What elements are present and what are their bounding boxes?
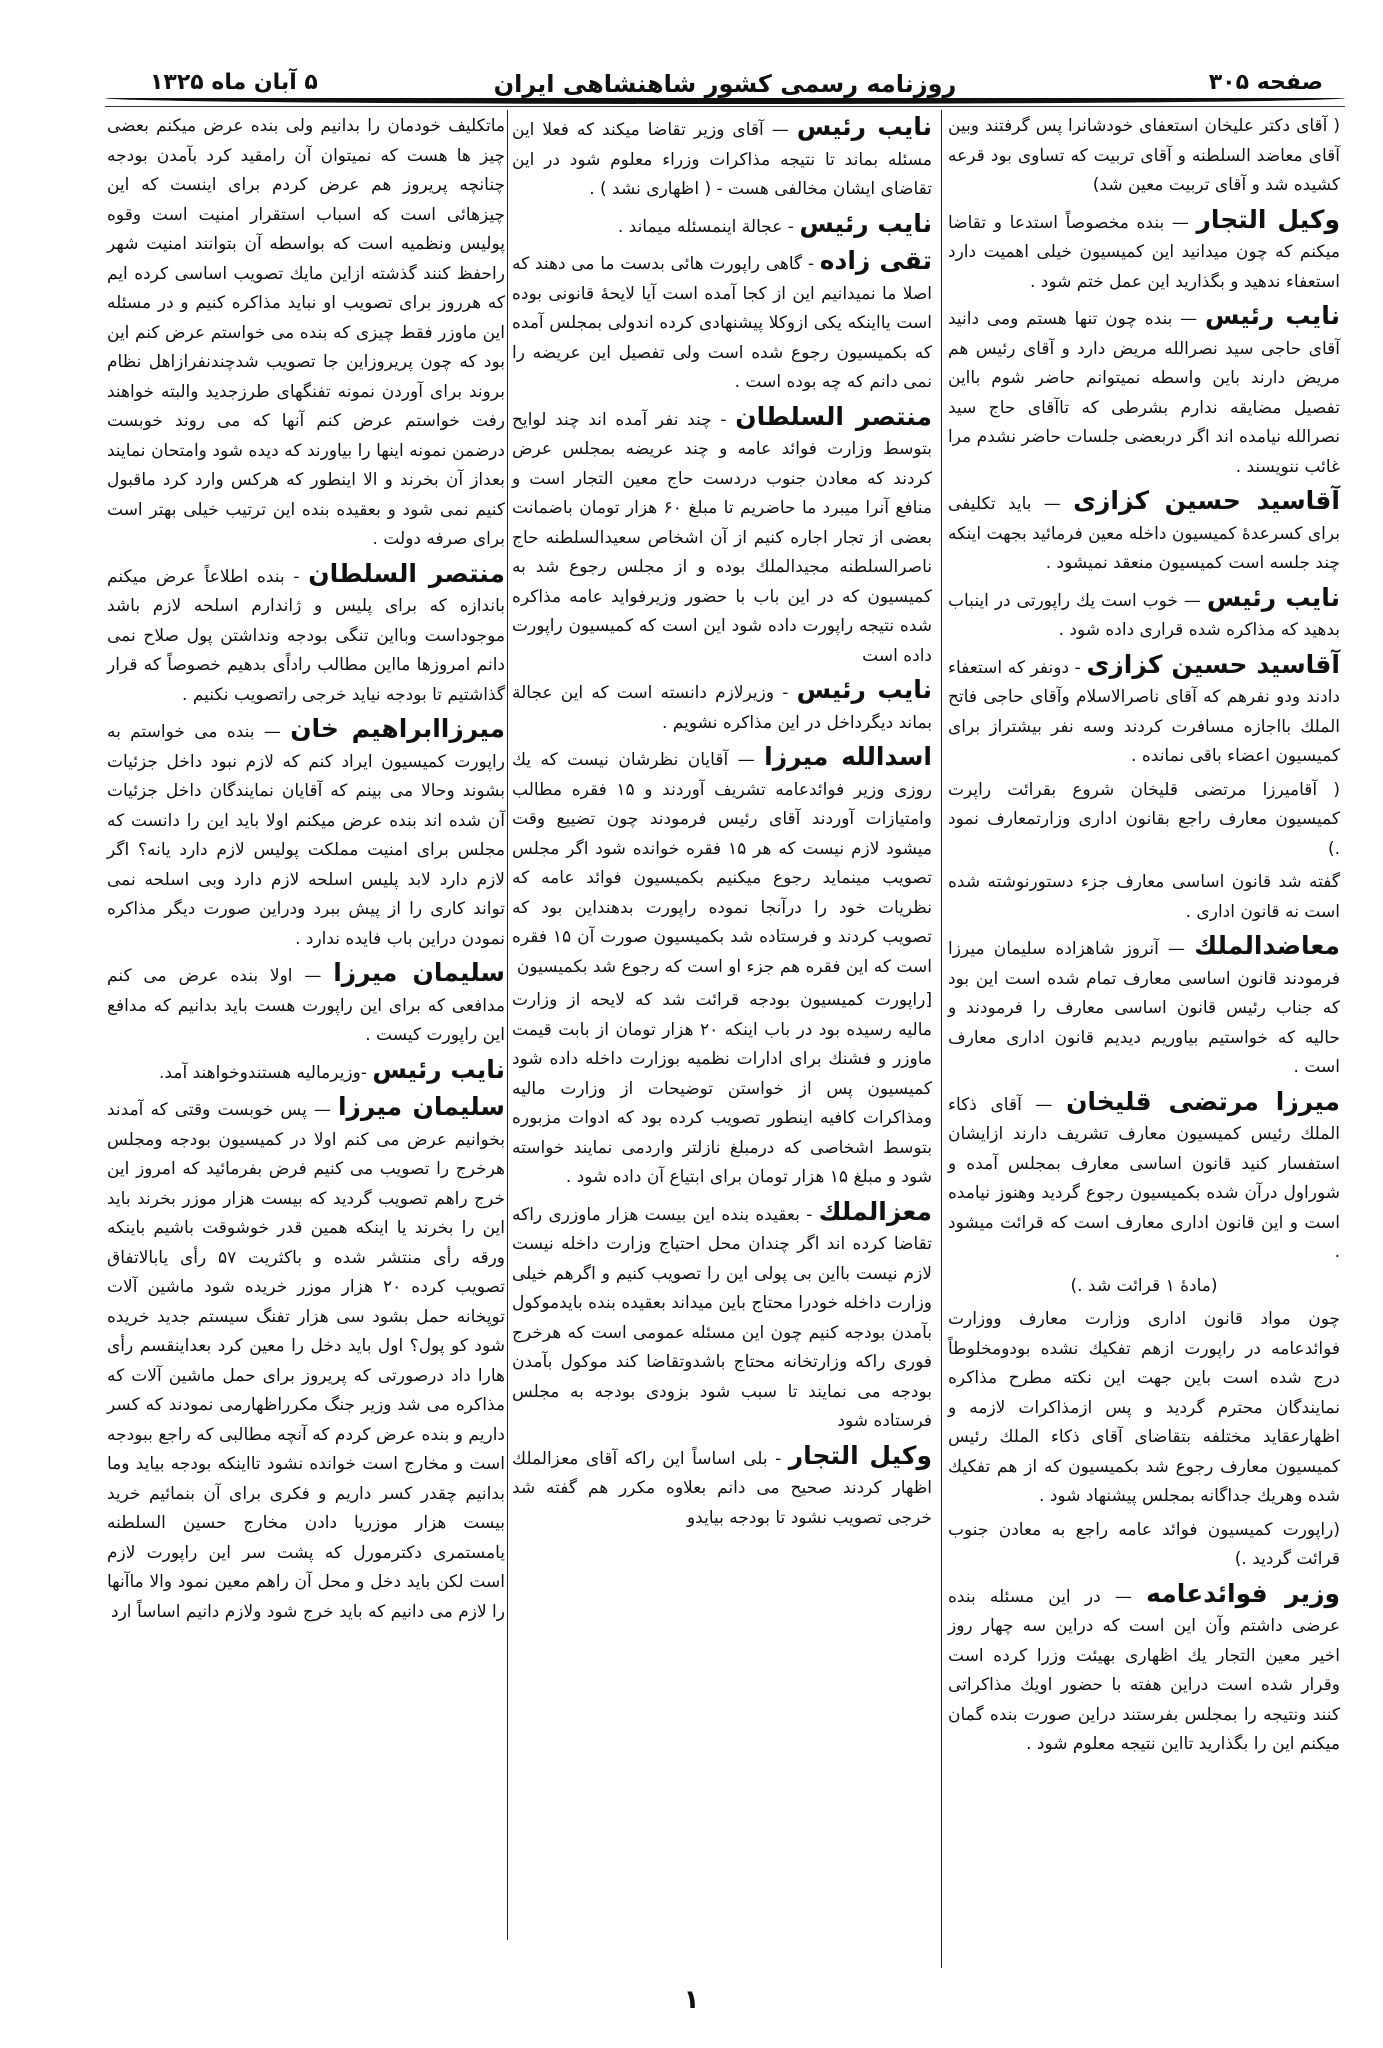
paragraph-text: — بنده می خواستم به راپورت کمیسیون ایراد کنم که لازم نبود داخل جزئیات بشوند وحالا می بینم که آقایان نمایندگان داخل جزئیات آن شده اند بنده عرض میکنم اولا باید این را دانست که مجلس برای امنیت مملکت پولیس لازم دارد یانه؟ اگر لازم دارد لابد پلیس اسلحه لازم دارد وبی اسلحه نمی تواند کاری را از پیش ببرد ودراین صورت دیگر مذاکره نمودن دراین باب فایده ندارد . [107,722,505,949]
speech-paragraph [948,301,1340,482]
speech-paragraph [107,714,505,954]
speech-paragraph [948,650,1340,772]
speech-paragraph [512,246,932,398]
narrative-paragraph [107,112,505,555]
speaker-name: وکیل التجار [788,1440,932,1470]
speech-paragraph [512,742,932,982]
paragraph-text: — باید تکلیفی برای کسرعدهٔ کمیسیون داخله معین فرمائید بجهت اینکه چند جلسه است کمیسیون منعقد نمیشود . [947,494,1340,573]
speaker-name: نایب رئیس [799,208,932,238]
paragraph-text: (راپورت کمیسیون فوائد عامه راجع به معادن جنوب قرائت گردید .) [948,1519,1340,1569]
speaker-name: نایب رئیس [1206,582,1340,612]
narrative-paragraph [512,986,932,1193]
paragraph-text: ( آقامیرزا مرتضی قلیخان شروع بقرائت راپرت کمیسیون معارف راجع بقانون اداری وزارتمعارف نمود .) [948,779,1340,859]
paragraph-text: - بلی اساساً این راکه آقای معزالملك اظهار کردند صحیح می دانم بعلاوه مکرر هم گفته شد خرجی تصویب نشود تا بودجه بیایدو [512,1448,932,1528]
speech-paragraph [512,1441,932,1534]
newspaper-title: روزنامه رسمی کشور شاهنشاهی ایران [493,70,957,98]
speaker-name: نایب رئیس [796,112,932,141]
paragraph-text: — آنروز شاهزاده سلیمان میرزا فرمودند قانون اساسی معارف تمام شده است این بود که جناب رئیس قانون اساسی معارف را فرمودند و حالیه که خواستیم بیاوریم دیدیم قانون اداری معارف است . [948,939,1340,1077]
narrative-paragraph [948,776,1340,865]
speaker-name: میرزا مرتضی قلیخان [1066,1086,1340,1116]
paragraph-text: — پس خوبست وقتی که آمدند بخوانیم عرض می کنم اولا در کمیسیون بودجه ومجلس هرخرج را تصویب می کنیم فرض بفرمائید که امروز این خرج راهم تصویب گردید که بیست هزار موزر بخرند باید این را بخرند یا اینکه همین قدر خوشوقت باشیم باینکه ورقه رأی منتشر شده و باکثریت ۵۷ رأی یابالاتفاق تصویب کرده ۲۰ هزار موزر خریده شود ماشین آلات توپخانه حمل بشود سی هزار تفنگ سیستم جدید خریده شود کو پول؟ اول باید دخل را معین کرد بعداینقسم رأی هارا داد درصورتی که پریروز برای حمل ماشین آلات که مذاکره می شد وزیر جنگ مکرراظهارمی نمودند که کسر داریم و بنده عرض کردم که آنچه مطالبی که راجع ببودجه است و مخارج است خوانده نشود تااینکه بودجه بیاید وما بدانیم چقدر کسر داریم و فکری برای آن بنمائیم خرید بیست هزار موزریا دادن مخارج حسین السلطنه یامستمری دکترمورل که پشت سر این راپورت لازم است لکن باید دخل و محل آن راهم معین نمود والا ماآنها را لازم می دانیم که باید خرج شود ولازم دانیم اساساً ارد [107,1100,505,1622]
speech-paragraph [948,1087,1340,1268]
speech-paragraph [512,209,932,243]
paragraph-text: — آقایان نظرشان نیست که یك روزی وزیر فوائدعامه تشریف آوردند و ۱۵ فقره مطالب وامتیازات آوردند آقای رئیس فرمودند چون تضییع وقت میشود لازم نیست که هر ۱۵ فقره خوانده شود اگر مجلس تصویب مینماید رجوع میکنیم بکمیسیون فوائد عامه که نظریات خود را درآنجا نموده راپورت بدهنداین بود که تصویب کردند و فرستاده شد بکمیسیون صورت آن ۱۵ فقره است که این فقره هم جزء او است که رجوع شد بکمیسیون [512,750,933,977]
speaker-name: منتصر السلطان [308,558,505,588]
narrative-paragraph [948,1272,1340,1302]
page-number: ۱ [683,1985,700,2015]
speaker-name: وکیل التجار [1196,204,1341,234]
paragraph-text: - دونفر که استعفاء دادند ودو نفرهم که آقای ناصرالاسلام وآقای حاجی فاتح الملك بااجازه مسافرت کردند وسه نفر بیشتراز برای کمیسیون اعضاء باقی نمانده . [948,657,1340,766]
speaker-name: نایب رئیس [1204,301,1341,330]
speech-paragraph [107,958,505,1051]
paragraph-text: - گاهی راپورت هائی بدست ما می دهند که اصلا ما نمیدانیم این از کجا آمده است آیا لایحهٔ قانونی بوده است یااینکه یکی ازوکلا پیشنهادی کرده اندولی بمجلس آمده که بکمیسیون رجوع شده است ولی تفصیل این عریضه را نمی دانم که چه بوده است . [512,254,932,392]
speech-paragraph [107,1092,505,1627]
paragraph-text: — بنده چون تنها هستم ومی دانید آقای حاجی سید نصرالله مریض دارد و آقای رئیس هم مریض دارند باین واسطه نمیتوانم حاضر شوم بااین تفصیل مضایقه ندارم بشرطی که تاآقای حاج سید نصرالله نیامده اند اگر دربعضی جلسات حاضر نشدم مرا غائب ننویسند . [948,309,1340,477]
column-middle [512,112,932,1537]
paragraph-text: — آقای وزیر تقاضا میکند که فعلا این مسئله بماند تا نتیجه مذاکرات وزراء معلوم شود در این تقاضای ایشان مخالفی هست - ( اظهاری نشد ) . [512,120,932,199]
paragraph-text: — اولا بنده عرض می کنم مدافعی که برای این راپورت هست باید بدانیم که مدافع این راپورت کیست . [107,966,505,1045]
speaker-name: سلیمان میرزا [333,958,505,987]
paragraph-text: — خوب است یك راپورتی در اینباب بدهید که مذاکره شده قراری داده شود . [948,590,1340,640]
speech-paragraph [948,1579,1340,1760]
paragraph-text: - عجالة اینمسئله میماند . [617,216,794,237]
paragraph-text: -وزیرمالیه هستندوخواهند آمد. [159,1062,367,1083]
speaker-name: سلیمان میرزا [337,1092,505,1121]
speaker-name: وزیر فوائدعامه [1146,1578,1341,1608]
paragraph-text: (مادهٔ ۱ قرائت شد .) [1070,1275,1218,1296]
speech-paragraph [512,112,932,205]
narrative-paragraph [948,112,1340,201]
speaker-name: تقی زاده [819,246,932,275]
paragraph-text: - چند نفر آمده اند چند لوایح بتوسط وزارت فوائد عامه و چند عریضه بمجلس عرض کردند که معادن جنوب دردست حاج معین التجار است و منافع آنرا میبرد ما حاضریم تا مبلغ ۶۰ هزار تومان باضمانت بعضی از تجار اجاره کنیم از آن اشخاص سعیدالسلطنه حاج ناصرالسلطنه مجیدالملك بوده و از مجلس رجوع شد به کمیسیون که در این باب با حضور وزیرفواید عامه مذاکره شده نتیجه راپورت داده شود این است که کمیسیون راپورت داده است [512,409,932,666]
speech-paragraph [512,1197,932,1437]
speaker-name: میرزاابراهیم خان [290,714,505,743]
paragraph-text: — آقای ذکاء الملك رئیس کمیسیون معارف تشریف دارند ازایشان استفسار کنید قانون اساسی معارف بمجلس آمده و شوراول درآن شده بکمیسیون رجوع گردید وهنوز نیامده است و این قانون اداری معارف است که قرائت میشود . [948,1094,1340,1262]
paragraph-text: ماتکلیف خودمان را بدانیم ولی بنده عرض میکنم بعضی چیز ها هست که نمیتوان آن رامقید کرد بآمدن بودجه چنانچه پریروز هم عرض کردم برای اینست که این چیزهائی است که اسباب استقرار امنیت است وقوه پولیس ونظمیه است که بواسطه آن بتوانند امنیت شهر راحفظ کنند گذشته ازاین مایك تصویب اساسی کرده ایم که هرروز برای تصویب او نباید مذاکره کنیم و در مسئله این ماوزر فقط چیزی که بنده می خواستم عرض کنم این بود که چون پریروزاین جا تصویب شدچندنفرازاهل نظام بروند برای آوردن نمونه تفنگهای طرزجدید والبته خواهند رفت خواستم عرض کنم آنها که می روند خوبست درضمن نمونه اینها را بیاورند که دیده شود وامتحان نمایند بعداز آن بخرند و الا اینطور که هرکس وارد کرد ماقبول کنیم نمی شود و بعقیده بنده این ترتیب خیلی بهتر است برای صرفه دولت . [107,116,505,549]
speech-paragraph [107,559,505,711]
speech-paragraph [948,205,1340,298]
paragraph-text: گفته شد قانون اساسی معارف جزء دستورنوشته شده است نه قانون اداری . [948,872,1340,922]
speech-paragraph [948,583,1340,646]
paragraph-text: چون مواد قانون اداری وزارت معارف ووزارت فوائدعامه در راپورت ازهم تفکیك نشده بودومخلوطاً درج شده است باین جهت این نکته مطرح مذاکره نمایندگان محترم گردید و پس ازمذاکرات لازمه و اظهارعقاید مختلفه بتقاضای آقای ذکاء الملك رئیس کمیسیون معارف رجوع شد بکمیسیون که از هم تفکیك شده وهریك جداگانه بمجلس پیشنهاد شود . [948,1309,1340,1506]
narrative-paragraph [948,1305,1340,1512]
speaker-name: آقاسید حسین کزازی [1073,486,1341,515]
narrative-paragraph [948,868,1340,927]
paragraph-text: - وزیرلازم دانسته است که این عجالة بماند دیگرداخل در این مذاکره نشویم . [512,683,932,733]
speaker-name: معاضدالملك [1194,931,1341,960]
paragraph-text: - بعقیده بنده این بیست هزار ماوزری راکه تقاضا کرده اند اگر چندان محل احتیاج وزارت داخله نیست لازم نیست بااین بی پولی این را تصویب کنیم و اگرهم خیلی وزارت داخله خودرا محتاج باین میداند بعقیده بنده بایدموکول بآمدن بودجه کنیم چون این مسئله عمومی است که هرخرج فوری راکه وزارتخانه محتاج باشدوتقاضا کند موکول بآمدن بودجه می نمایند تا سبب شود بزودی بودجه به مجلس فرستاده شود [512,1204,932,1431]
page-label: صفحه ۳۰۵ [1208,70,1323,95]
paragraph-text: [راپورت کمیسیون بودجه قرائت شد که لایحه از وزارت مالیه رسیده بود در باب اینکه ۲۰ هزار تومان از بابت قیمت ماوزر و فشنك برای ادارات نظمیه بوزارت داخله داده شود کمیسیون پس از خواستن توضیحات از وزارت مالیه ومذاکرات کافیه اینطور تصویب کرده بود که ادوات مزبوره بتوسط اشخاصی که درمبلغ نازلتر واردمی نمایند خواسته شود و مبلغ ۱۵ هزار تومان برای ابتیاع آن داده شود . [512,990,932,1187]
paragraph-text: - بنده اطلاعاً عرض میکنم باندازه که برای پلیس و ژاندارم اسلحه لازم باشد موجوداست وبااین تنگی بودجه ونداشتن پول صلاح نمی دانم امروزها مااین مطالب راداًی بدهیم خصوصاً که قرار گذاشتیم تا بودجه نیاید خرجی راتصویب نکنیم . [107,566,505,705]
speech-paragraph [512,675,932,738]
speaker-name: منتصر السلطان [735,401,932,431]
column-divider-left [507,110,508,1940]
speaker-name: آقاسید حسین کزازی [1086,649,1340,679]
column-left [107,112,505,1631]
paragraph-text: ( آقای دکتر علیخان استعفای خودشانرا پس گرفتند وبین آقای معاضد السلطنه و آقای تربیت که تساوی بود قرعه کشیده شد و آقای تربیت معین شد) [948,116,1340,195]
speaker-name: نایب رئیس [372,1054,505,1084]
issue-date: ۵ آبان ماه ۱۳۲۵ [150,70,318,95]
paragraph-text: — در این مسئله بنده عرضی داشتم وآن این است که دراین سه چهار روز اخیر معین التجار یك اظهاری بهیئت وزرا کرده است وقرار شده است دراین هفته با حضور اویك مذاکراتی کنند ونتیجه را بمجلس بفرستند دراین صورت بنده گمان میکنم این را بگذارید تااین نتیجه معلوم شود . [948,1586,1340,1754]
speaker-name: نایب رئیس [796,675,932,704]
speech-paragraph [512,402,932,672]
speech-paragraph [948,931,1340,1083]
speaker-name: معزالملك [818,1196,932,1226]
speech-paragraph [107,1055,505,1089]
header-rule-thin [105,106,1345,107]
column-divider-right [941,110,942,1968]
narrative-paragraph [948,1516,1340,1575]
paragraph-text: — بنده مخصوصاً استدعا و تقاضا میکنم که چون میدانید این کمیسیون خیلی اهمیت دارد استعفاء ندهید و بگذارید این عمل ختم شود . [948,212,1340,292]
speaker-name: اسدالله میرزا [764,742,932,771]
speech-paragraph [948,486,1340,579]
column-right [948,112,1340,1764]
